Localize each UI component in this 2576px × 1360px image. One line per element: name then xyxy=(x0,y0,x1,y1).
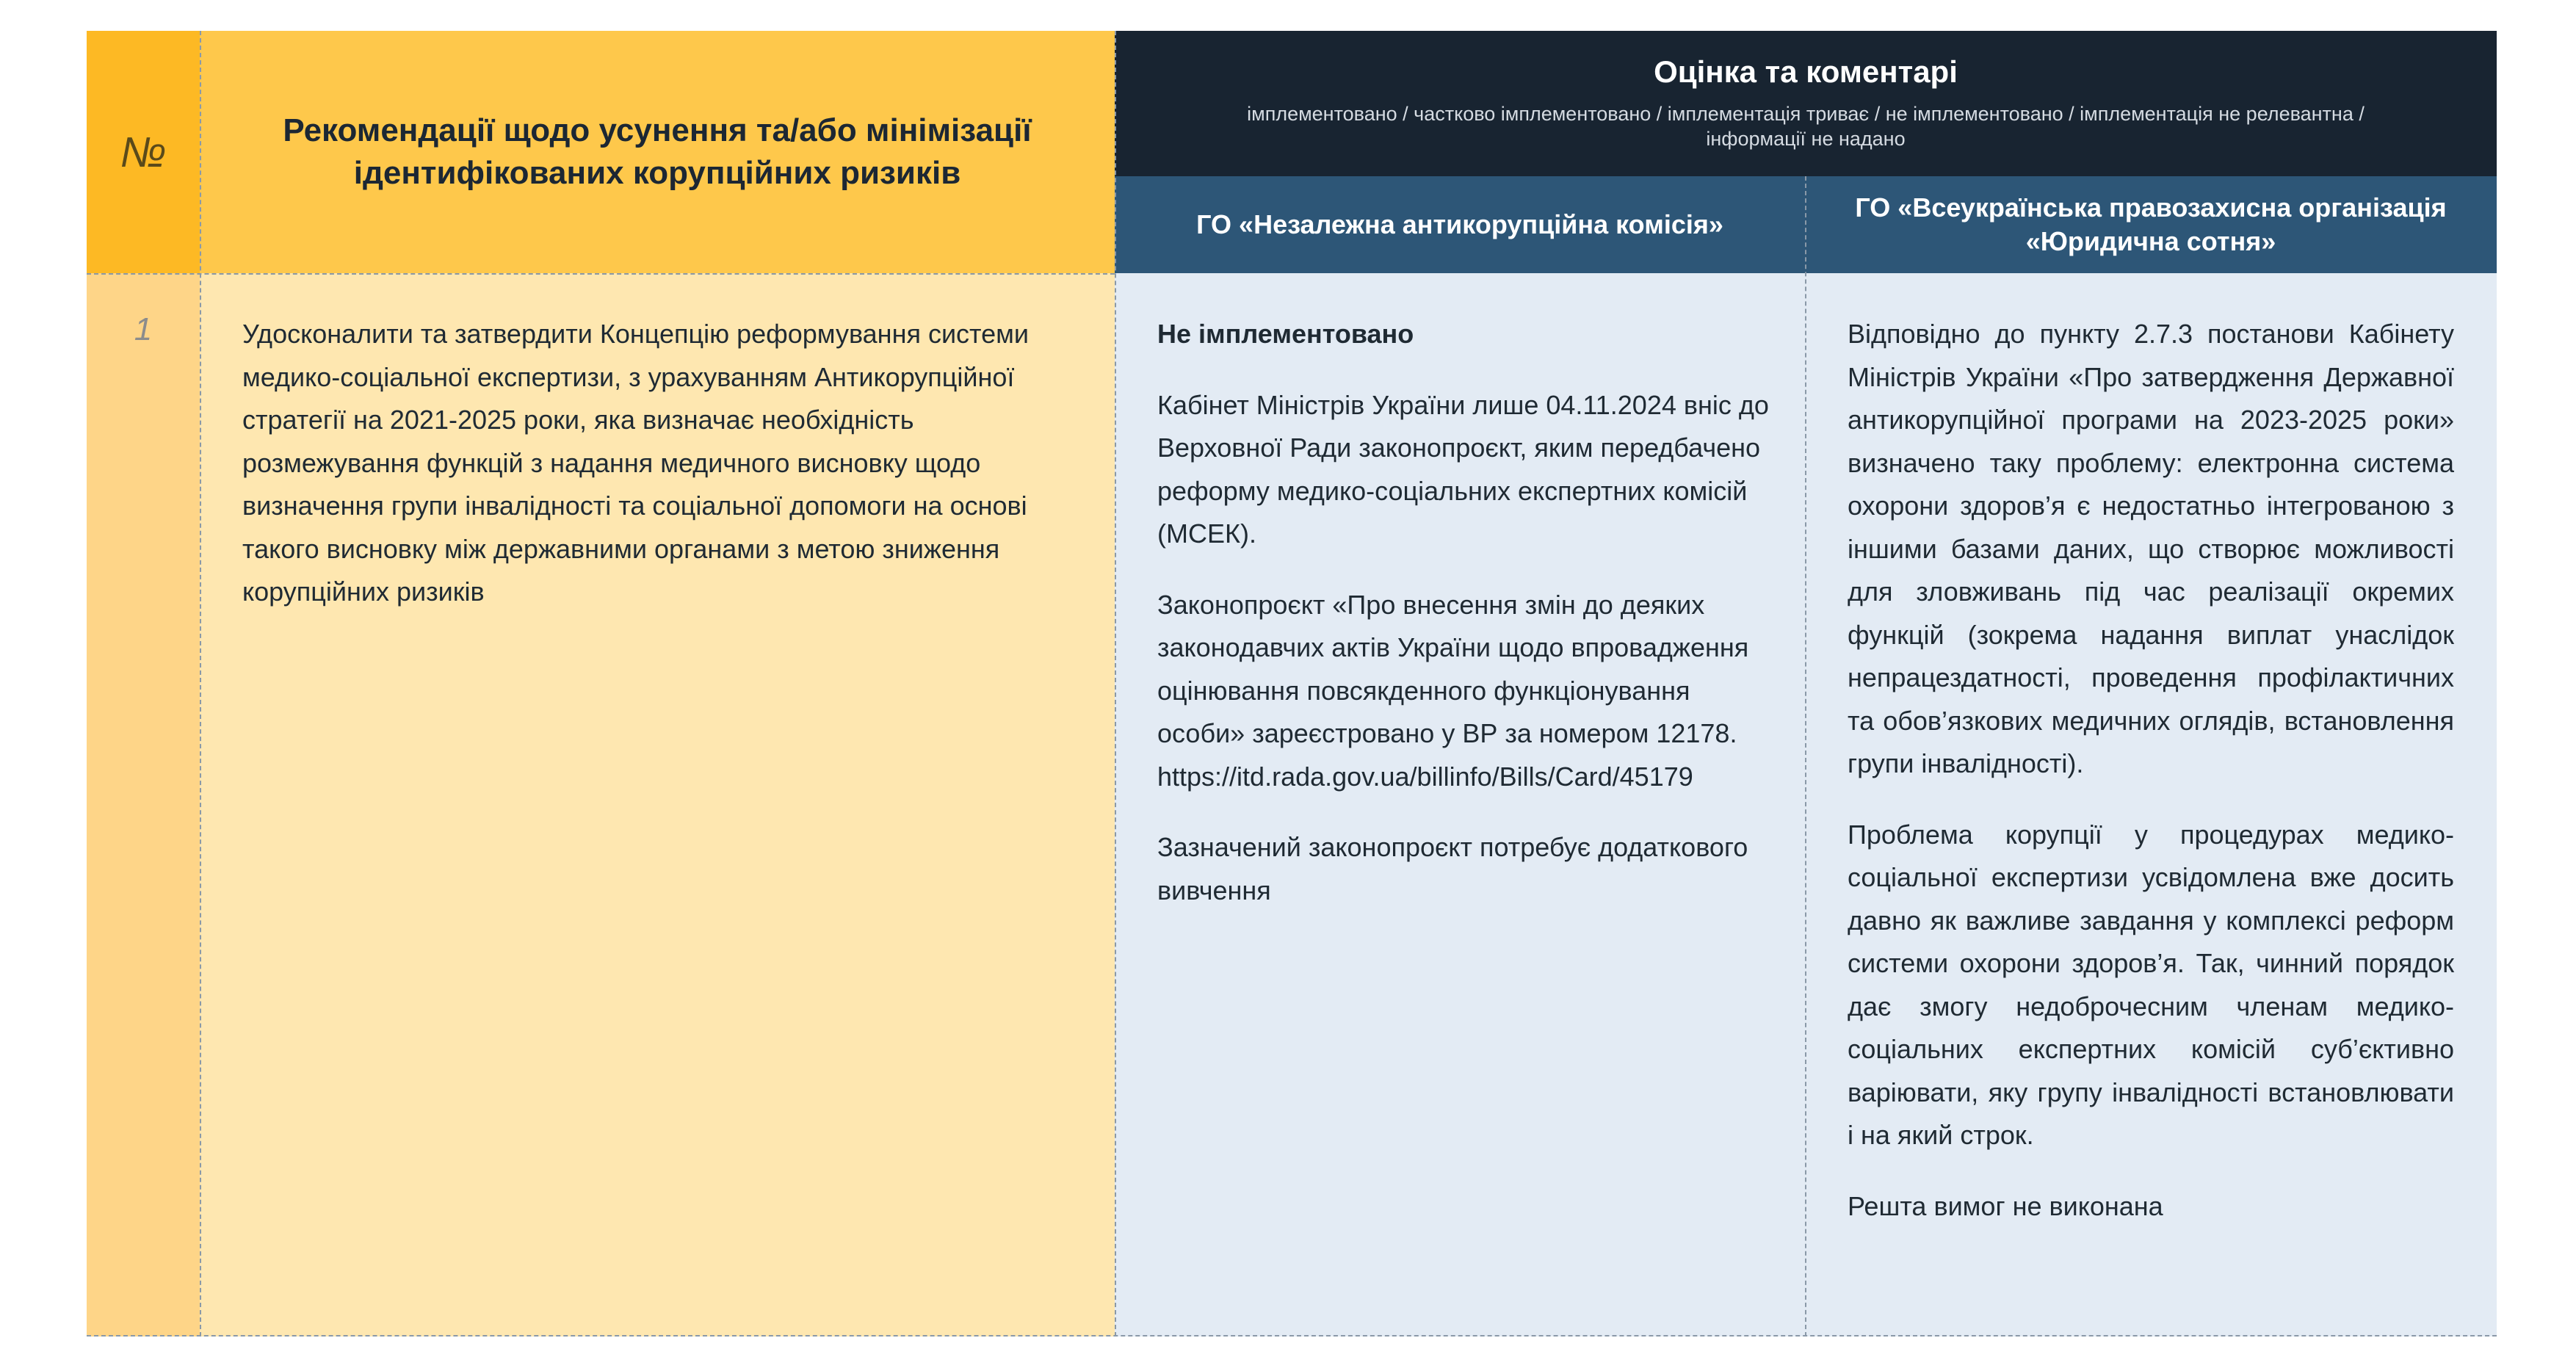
header-org-2-name: ГО «Всеукраїнська правозахисна організація «Юридична сотня» xyxy=(1855,192,2447,256)
column-divider xyxy=(1805,176,1806,1337)
header-recommendations-title: Рекомендації щодо усунення та/або мінімізації ідентифікованих корупційних ризиків xyxy=(283,112,1032,191)
header-evaluation-cell xyxy=(1115,31,2497,176)
header-org-2-cell xyxy=(1805,176,2497,273)
row-recommendation-text: Удосконалити та затвердити Концепцію реформування системи медико-соціальної експертизи, з урахуванням Антикорупційної стратегії на 2021-2025 роки, яка визначає необхідність розмежування функцій з надання медичного висновку щодо визначення групи інвалідності та соціальної допомоги на основі такого висновку між державними органами з метою зниження корупційних ризиків xyxy=(242,319,1030,607)
row-org-2-comment-cell xyxy=(1805,273,2497,1337)
column-divider xyxy=(1115,31,1116,1337)
header-evaluation-scale: імплементовано / частково імплементовано / імплементація триває / не імплементовано / імплементація не релевантна / інформації не надано xyxy=(1247,103,2365,150)
row-number-cell xyxy=(87,273,200,1337)
comment-paragraph: Відповідно до пункту 2.7.3 постанови Кабінету Міністрів України «Про затвердження Державної антикорупційної програми на 2023-2025 роки» визначено таку проблему: електронна система охорони здоров’я є недостатньо інтегрованою з іншими базами даних, що створює можливості для зловживань під час реалізації окремих функцій (зокрема надання виплат унаслідок непрацездатності, проведення профілактичних та обов’язкових медичних оглядів, встановлення групи інвалідності). xyxy=(1848,319,2454,778)
comment-paragraph: Проблема корупції у процедурах медико-соціальної експертизи усвідомлена вже досить давно як важливе завдання у комплексі реформ системи охорони здоров’я. Так, чинний порядок дає змогу недоброчесним членам медико-соціальних експертних комісій суб’єктивно варіювати, яку групу інвалідності встановлювати і на який строк. xyxy=(1848,819,2454,1150)
header-org-1-cell xyxy=(1115,176,1805,273)
header-recommendations-cell xyxy=(200,31,1115,273)
column-divider xyxy=(200,31,201,1337)
header-number-cell xyxy=(87,31,200,273)
row-number: 1 xyxy=(134,311,153,347)
row-org-1-comment-cell xyxy=(1115,273,1805,1337)
row-recommendation-cell xyxy=(200,273,1115,1337)
comment-paragraph: Кабінет Міністрів України лише 04.11.2024 вніс до Верховної Ради законопроєкт, яким передбачено реформу медико-соціальних експертних комісій (МСЕК). xyxy=(1157,389,1769,549)
comment-paragraph: Законопроєкт «Про внесення змін до деяких законодавчих актів України щодо впровадження оцінювання повсякденного функціонування особи» зареєстровано у ВР за номером 12178. xyxy=(1157,589,1749,748)
table-bottom-border xyxy=(87,1335,2497,1337)
status-label: Не імплементовано xyxy=(1157,319,1414,349)
header-number-symbol: № xyxy=(120,128,167,176)
assessment-table xyxy=(87,31,2497,1337)
comment-paragraph: Решта вимог не виконана xyxy=(1848,1190,2163,1221)
header-org-1-name: ГО «Незалежна антикорупційна комісія» xyxy=(1196,209,1723,239)
bill-link[interactable]: https://itd.rada.gov.ua/billinfo/Bills/Card/45179 xyxy=(1157,761,1693,792)
header-evaluation-title: Оцінка та коментарі xyxy=(1654,54,1958,89)
row-divider xyxy=(87,273,1115,275)
comment-paragraph: Зазначений законопроєкт потребує додаткового вивчення xyxy=(1157,832,1748,905)
